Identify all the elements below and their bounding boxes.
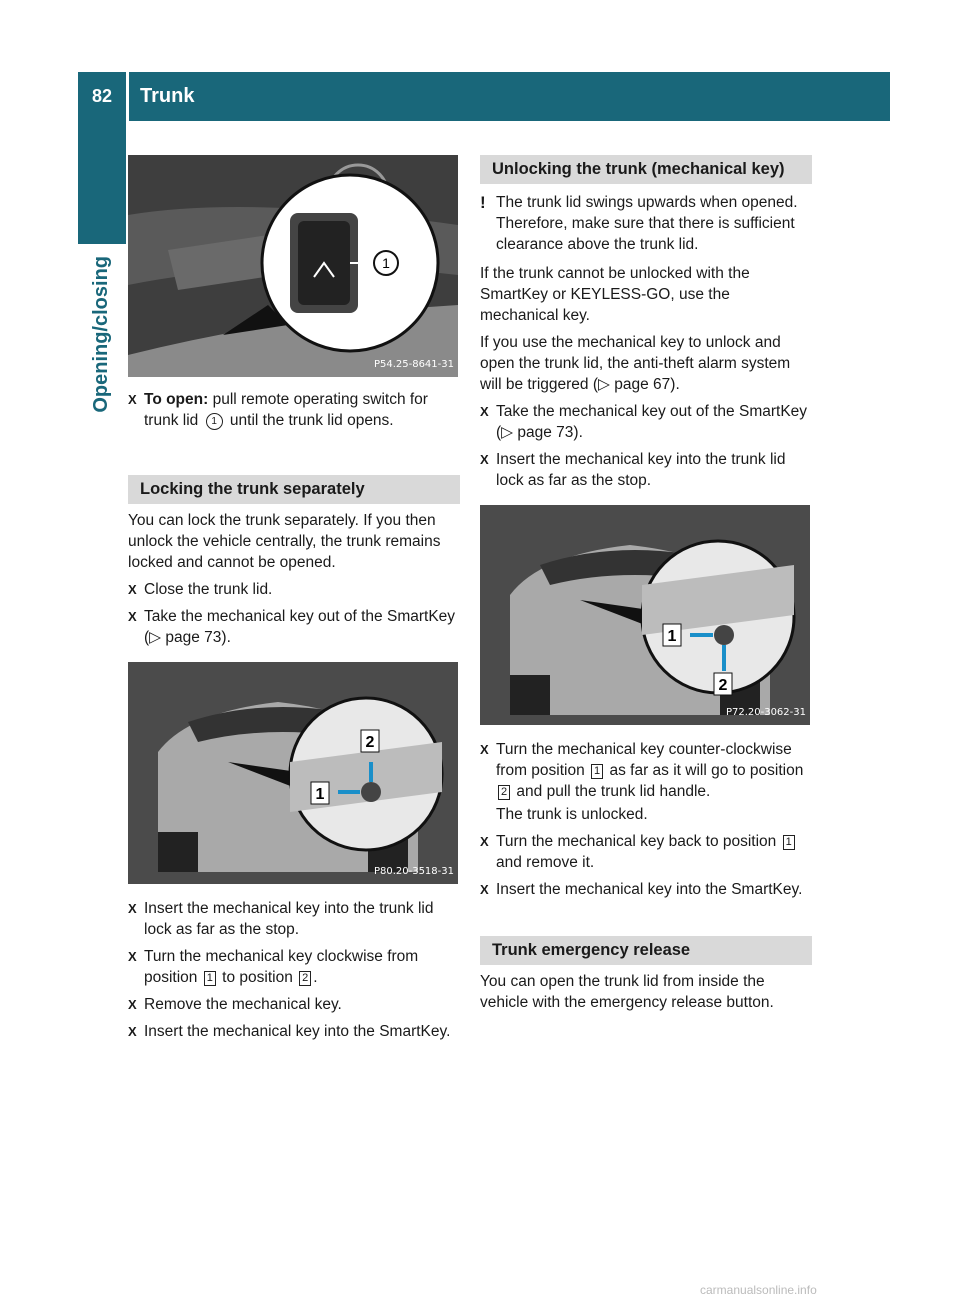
step-marker-icon: X [480,834,489,849]
position-key-1: 1 [204,971,216,986]
trunk-lock-image-right [480,505,810,725]
chapter-label: Opening/closing [90,256,112,413]
step-take-key [128,606,460,648]
step-marker-icon: X [128,392,137,407]
step-marker-icon: X [128,949,137,964]
step-take-key-right-text: Take the mechanical key out of the SmartKey (▷ page 73). [496,403,808,441]
trunk-lock-illustration-left [128,662,458,884]
trunk-lock-image-left [128,662,458,884]
position-key-2: 2 [498,785,510,800]
image3-label2: 2 [718,677,728,694]
step-back-text2: and remove it. [496,854,595,871]
step-close-lid [128,579,460,600]
image1-code: P54.25-8641-31 [373,359,454,370]
step-turn-clockwise [128,946,460,988]
right-column [480,155,812,1013]
step-reinsert-right-text: Insert the mechanical key into the SmartKey. [496,881,803,898]
step-marker-icon: X [480,452,489,467]
step-take-key-text: Take the mechanical key out of the SmartKey (▷ page 73). [144,608,456,646]
position-key-1: 1 [783,835,795,850]
step-remove-key [128,994,460,1015]
step-marker-icon: X [128,582,137,597]
step-open-text1: pull remote operating switch for trunk lid [144,391,428,429]
callout-1: 1 [206,413,223,430]
step-marker-icon: X [480,882,489,897]
step-ccw-result: The trunk is unlocked. [496,806,648,823]
step-reinsert-text: Insert the mechanical key into the SmartKey. [144,1023,451,1040]
step-turn-text1: Turn the mechanical key clockwise from position [144,948,419,986]
step-marker-icon: X [128,997,137,1012]
image3-code: P72.20-3062-31 [725,707,806,718]
door-switch-image [128,155,458,377]
step-remove-text: Remove the mechanical key. [144,996,342,1013]
image3-label1: 1 [667,628,677,645]
warning-text: The trunk lid swings upwards when opened. Therefore, make sure that there is sufficient clearance above the trunk lid. [496,194,798,253]
step-open [128,389,460,431]
step-back-text1: Turn the mechanical key back to position [496,833,781,850]
step-ccw-text2: as far as it will go to position [605,762,804,779]
image2-label1: 1 [315,786,325,803]
section-emergency-title: Trunk emergency release [480,936,812,965]
header-divider [126,72,129,121]
section-unlocking-title: Unlocking the trunk (mechanical key) [480,155,812,184]
step-reinsert-key [128,1021,460,1042]
step-insert-key-right [480,449,812,491]
step-marker-icon: X [128,609,137,624]
chapter-sidebar [78,121,126,1240]
position-key-1: 1 [591,764,603,779]
image2-label2: 2 [365,734,375,751]
step-ccw-text1: Turn the mechanical key counter-clockwise from position [496,741,792,779]
para-smartkey: If the trunk cannot be unlocked with the SmartKey or KEYLESS-GO, use the mechanical key. [480,265,750,324]
door-switch-illustration [128,155,458,377]
section-locking-intro: You can lock the trunk separately. If you then unlock the vehicle centrally, the trunk remains locked and cannot be opened. [128,512,441,571]
step-marker-icon: X [480,404,489,419]
section-locking-title: Locking the trunk separately [128,475,460,504]
watermark: carmanualsonline.info [700,1283,817,1297]
trunk-lock-illustration-right [480,505,810,725]
step-turn-back [480,831,812,873]
step-open-text2: until the trunk lid opens. [225,412,394,429]
step-insert-key [128,898,460,940]
step-open-bold: To open: [144,391,209,408]
step-turn-text3: . [313,969,318,986]
position-key-2: 2 [299,971,311,986]
step-insert-right-text: Insert the mechanical key into the trunk lid lock as far as the stop. [496,451,786,489]
page-title: Trunk [140,85,195,107]
step-take-key-right [480,401,812,443]
warning-note [480,192,812,255]
step-marker-icon: X [128,901,137,916]
step-turn-text2: to position [217,969,298,986]
left-column [128,155,460,1048]
step-turn-ccw [480,739,812,825]
step-marker-icon: X [128,1024,137,1039]
para-alarm: If you use the mechanical key to unlock and open the trunk lid, the anti-theft alarm system will be triggered (▷ page 67). [480,334,791,393]
step-close-text: Close the trunk lid. [144,581,273,598]
image1-callout: 1 [382,255,390,271]
section-emergency-text: You can open the trunk lid from inside the vehicle with the emergency release button. [480,973,774,1011]
image2-code: P80.20-3518-31 [373,866,454,877]
step-reinsert-right [480,879,812,900]
step-insert-text: Insert the mechanical key into the trunk lid lock as far as the stop. [144,900,434,938]
chapter-tab [78,121,126,244]
step-ccw-text3: and pull the trunk lid handle. [512,783,711,800]
step-marker-icon: X [480,742,489,757]
page-header-bar [78,72,890,121]
page-number: 82 [91,86,113,106]
warning-icon: ! [480,193,486,212]
